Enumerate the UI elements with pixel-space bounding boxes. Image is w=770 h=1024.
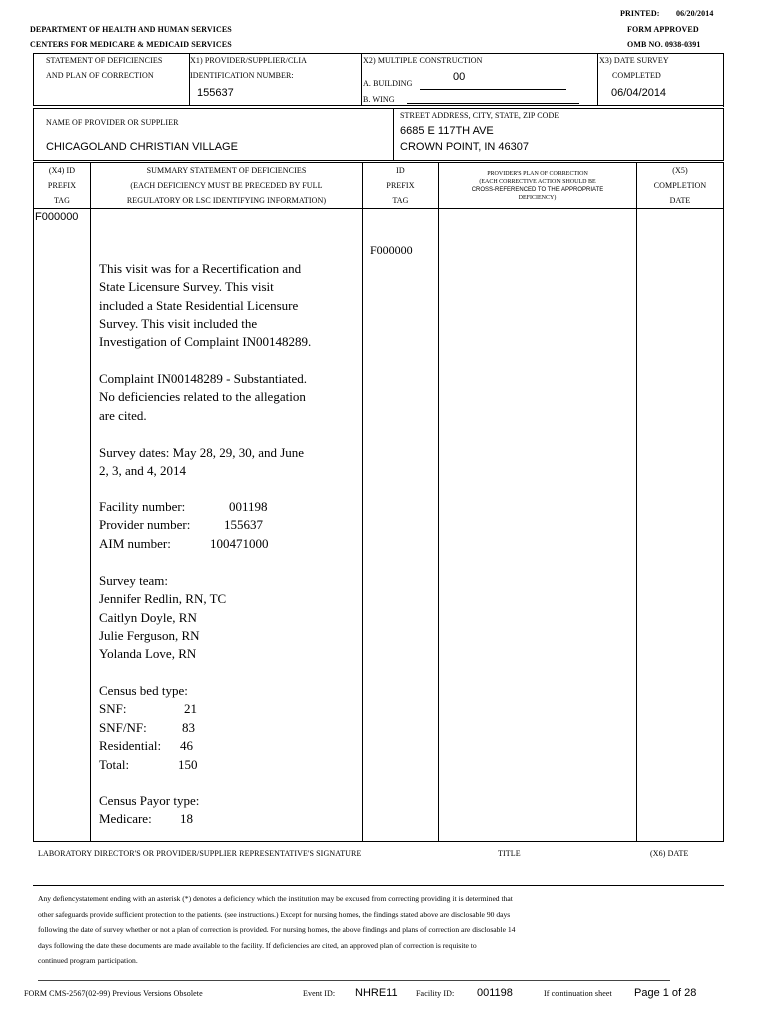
plan-label-2: (EACH CORRECTIVE ACTION SHOULD BE — [479, 179, 596, 185]
summary-label-1: SUMMARY STATEMENT OF DEFICIENCIES — [146, 166, 307, 175]
disclaimer-line: other safeguards provide sufficient protection to the patients. (see instructions.) Except for nursing homes, the findings stated above are disclosable 90 days — [38, 909, 511, 919]
visit-paragraph — [99, 260, 349, 351]
id-label-2: PREFIX — [386, 181, 415, 190]
provider-number-label: Provider number: — [99, 517, 191, 532]
x5-label-3: DATE — [669, 196, 691, 205]
survey-date-value: 06/04/2014 — [611, 87, 667, 99]
address-label: STREET ADDRESS, CITY, STATE, ZIP CODE — [400, 111, 560, 120]
facility-id-value: 001198 — [477, 987, 513, 999]
continuation-label: If continuation sheet — [544, 989, 612, 998]
summary-label-3: REGULATORY OR LSC IDENTIFYING INFORMATION) — [126, 196, 327, 205]
address-line-1: 6685 E 117TH AVE — [400, 125, 494, 137]
x4-label-2: PREFIX — [47, 181, 77, 190]
omb-number: OMB NO. 0938-0391 — [627, 40, 701, 49]
census-value: 21 — [184, 701, 197, 716]
footer-divider — [38, 980, 670, 981]
census-title: Census bed type: — [99, 683, 188, 698]
text-line: included a State Residential Licensure — [99, 297, 299, 313]
department-title: DEPARTMENT OF HEALTH AND HUMAN SERVICES — [30, 25, 232, 34]
x4-label-3: TAG — [53, 196, 71, 205]
plan-label-3: CROSS-REFERENCED TO THE APPROPRIATE — [471, 187, 604, 193]
plan-label-1: PROVIDER'S PLAN OF CORRECTION — [487, 171, 588, 177]
text-line: Survey. This visit included the — [99, 315, 258, 331]
text-line: are cited. — [99, 407, 147, 423]
event-id-value: NHRE11 — [355, 987, 398, 999]
census-value: 46 — [180, 738, 193, 753]
provider-id-value: 155637 — [197, 87, 234, 99]
statement-label-1: STATEMENT OF DEFICIENCIES — [46, 56, 163, 65]
plan-label-4: DEFICIENCY) — [518, 195, 557, 201]
text-line: Complaint IN00148289 - Substantiated. — [99, 371, 307, 386]
text-line: 2, 3, and 4, 2014 — [99, 463, 187, 479]
wing-label: B. WING — [363, 95, 395, 104]
x4-label-1: (X4) ID — [48, 166, 76, 175]
statement-label-2: AND PLAN OF CORRECTION — [46, 71, 154, 80]
event-id-label: Event ID: — [303, 989, 336, 998]
title-label: TITLE — [498, 849, 521, 858]
text-line: Survey dates: May 28, 29, 30, and June — [99, 445, 305, 460]
aim-number-label: AIM number: — [99, 536, 171, 551]
id-label-1: ID — [396, 166, 405, 175]
text-line: Caitlyn Doyle, RN — [99, 609, 197, 625]
facility-id-label: Facility ID: — [416, 989, 455, 998]
text-line: Yolanda Love, RN — [99, 646, 197, 662]
census-value: 150 — [178, 757, 198, 772]
centers-title: CENTERS FOR MEDICARE & MEDICAID SERVICES — [30, 40, 232, 49]
text-line: No deficiencies related to the allegation — [99, 389, 306, 405]
aim-number-value: 100471000 — [210, 536, 269, 551]
x5-label-1: (X5) — [672, 166, 688, 175]
provider-number-value: 155637 — [224, 517, 263, 532]
disclaimer — [38, 891, 718, 969]
date-label: (X6) DATE — [650, 849, 689, 858]
page-number: Page 1 of 28 — [634, 987, 697, 999]
text-line: Julie Ferguson, RN — [99, 627, 200, 643]
census-value: 83 — [182, 720, 195, 735]
left-tag: F000000 — [35, 211, 79, 223]
x5-label-2: COMPLETION — [653, 181, 707, 190]
printed-label: PRINTED: — [620, 9, 660, 18]
x2-label: X2) MULTIPLE CONSTRUCTION — [363, 56, 483, 65]
provider-name-label: NAME OF PROVIDER OR SUPPLIER — [46, 118, 179, 127]
disclaimer-line: days following the date these documents are made available to the facility. If deficiencies are cited, an approved plan of correction is requisite to — [38, 940, 477, 950]
signature-divider — [33, 885, 724, 886]
text-line: Investigation of Complaint IN00148289. — [99, 334, 312, 350]
facility-number-value: 001198 — [229, 499, 268, 514]
payor-title: Census Payor type: — [99, 793, 200, 808]
disclaimer-line: following the date of survey whether or not a plan of correction is provided. For nursing homes, the above findings and plans of correction are disclosable 14 — [38, 925, 516, 934]
x1-label-1: X1) PROVIDER/SUPPLIER/CLIA — [190, 56, 308, 65]
signature-label: LABORATORY DIRECTOR'S OR PROVIDER/SUPPLIER REPRESENTATIVE'S SIGNATURE — [38, 849, 362, 858]
census-label: Total: — [99, 757, 130, 772]
x3-label-1: X3) DATE SURVEY — [599, 56, 669, 65]
census-label: Residential: — [99, 738, 162, 753]
address-line-2: CROWN POINT, IN 46307 — [400, 141, 529, 153]
right-tag: F000000 — [370, 243, 413, 257]
text-line: Jennifer Redlin, RN, TC — [99, 591, 227, 607]
medicare-value: 18 — [180, 811, 193, 826]
disclaimer-line: Any defiencystatement ending with an asterisk (*) denotes a deficiency which the institution may be excused from correcting providing it is determined that — [38, 894, 513, 903]
provider-name-value: CHICAGOLAND CHRISTIAN VILLAGE — [46, 141, 238, 153]
facility-number-label: Facility number: — [99, 499, 186, 514]
x1-label-2: IDENTIFICATION NUMBER: — [190, 71, 294, 80]
id-label-3: TAG — [392, 196, 409, 205]
medicare-label: Medicare: — [99, 811, 152, 826]
form-approved: FORM APPROVED — [627, 25, 699, 34]
disclaimer-line: continued program participation. — [38, 956, 138, 965]
form-number: FORM CMS-2567(02-99) Previous Versions Obsolete — [24, 989, 203, 998]
census-label: SNF/NF: — [99, 720, 147, 735]
survey-team — [99, 572, 349, 663]
building-label: A. BUILDING — [363, 79, 413, 88]
x3-label-2: COMPLETED — [612, 71, 661, 80]
summary-label-2: (EACH DEFICIENCY MUST BE PRECEDED BY FULL — [130, 181, 323, 190]
text-line: Survey team: — [99, 573, 168, 588]
text-line: This visit was for a Recertification and — [99, 261, 302, 276]
printed-date: 06/20/2014 — [676, 9, 714, 18]
text-line: State Licensure Survey. This visit — [99, 279, 274, 295]
census-label: SNF: — [99, 701, 127, 716]
survey-dates-paragraph — [99, 444, 349, 481]
building-value: 00 — [453, 71, 466, 83]
complaint-paragraph — [99, 370, 349, 425]
